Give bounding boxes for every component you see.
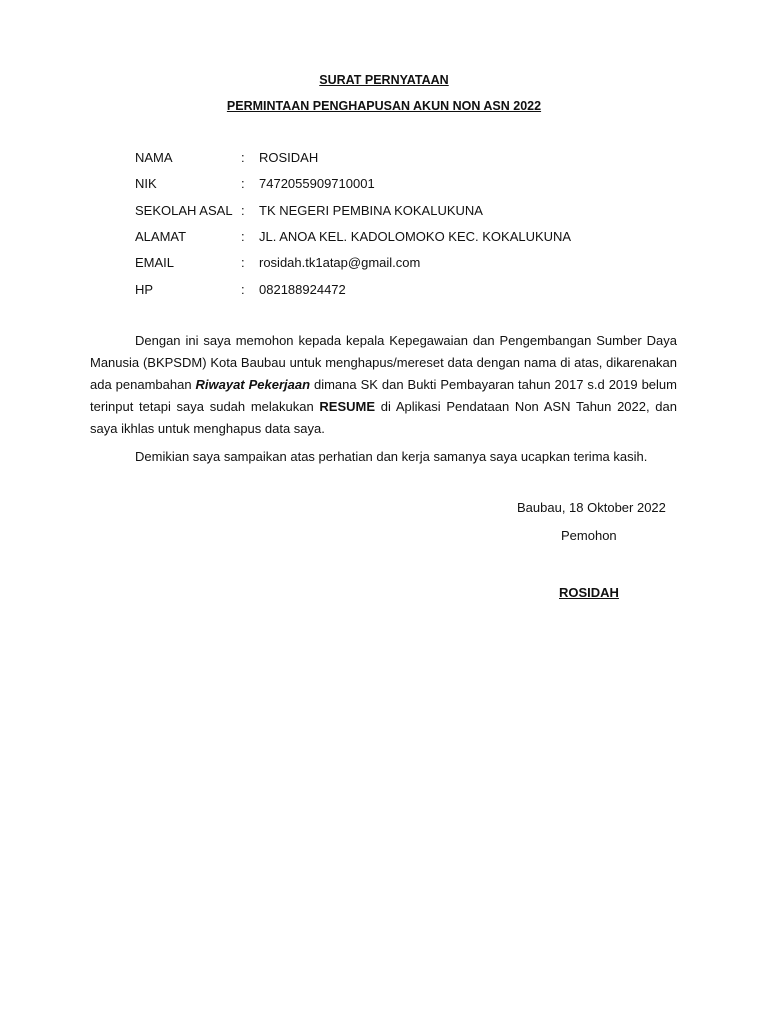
- field-label: EMAIL: [135, 255, 175, 270]
- field-label: SEKOLAH ASAL: [135, 203, 233, 218]
- field-value: 7472055909710001: [259, 176, 375, 191]
- field-colon: :: [241, 203, 245, 218]
- field-row-nik: [0, 176, 768, 194]
- emphasis-resume: RESUME: [319, 399, 376, 414]
- signer-role: Pemohon: [561, 528, 617, 543]
- emphasis-riwayat-pekerjaan: Riwayat Pekerjaan: [195, 377, 311, 392]
- field-row-sekolah-asal: [0, 203, 768, 221]
- document-title: SURAT PERNYATAAN: [319, 73, 449, 87]
- field-label: NIK: [135, 176, 157, 191]
- field-label: HP: [135, 282, 154, 297]
- field-colon: :: [241, 229, 245, 244]
- field-value: JL. ANOA KEL. KADOLOMOKO KEC. KOKALUKUNA: [259, 229, 572, 244]
- field-label: ALAMAT: [135, 229, 187, 244]
- field-row-alamat: [0, 229, 768, 247]
- paragraph-text: dimana SK dan Bukti Pembayaran tahun 2017 s.d 2019 belum terinput tetapi saya sudah melakukan: [90, 377, 677, 414]
- field-row-nama: [0, 150, 768, 168]
- field-colon: :: [241, 255, 245, 270]
- field-row-email: [0, 255, 768, 273]
- field-colon: :: [241, 176, 245, 191]
- place-date: Baubau, 18 Oktober 2022: [517, 500, 666, 515]
- field-value: ROSIDAH: [259, 150, 319, 165]
- field-value: rosidah.tk1atap@gmail.com: [259, 255, 421, 270]
- paragraph-text: di Aplikasi Pendataan Non ASN Tahun 2022, dan saya ikhlas untuk menghapus data saya.: [90, 399, 677, 436]
- field-value: TK NEGERI PEMBINA KOKALUKUNA: [259, 203, 483, 218]
- signer-name: ROSIDAH: [559, 585, 619, 600]
- body-paragraph-request: [90, 330, 677, 440]
- document-subtitle: PERMINTAAN PENGHAPUSAN AKUN NON ASN 2022: [226, 99, 542, 113]
- field-row-hp: [0, 282, 768, 300]
- field-value: 082188924472: [259, 282, 346, 297]
- field-colon: :: [241, 282, 245, 297]
- paragraph-text: Dengan ini saya memohon kepada kepala Kepegawaian dan Pengembangan Sumber Daya Manusia (BKPSDM) Kota Baubau untuk menghapus/mereset data dengan nama di atas, dikarenakan ada penambahan: [90, 333, 677, 392]
- field-label: NAMA: [135, 150, 173, 165]
- field-colon: :: [241, 150, 245, 165]
- body-paragraph-closing: Demikian saya sampaikan atas perhatian dan kerja samanya saya ucapkan terima kasih.: [135, 449, 648, 464]
